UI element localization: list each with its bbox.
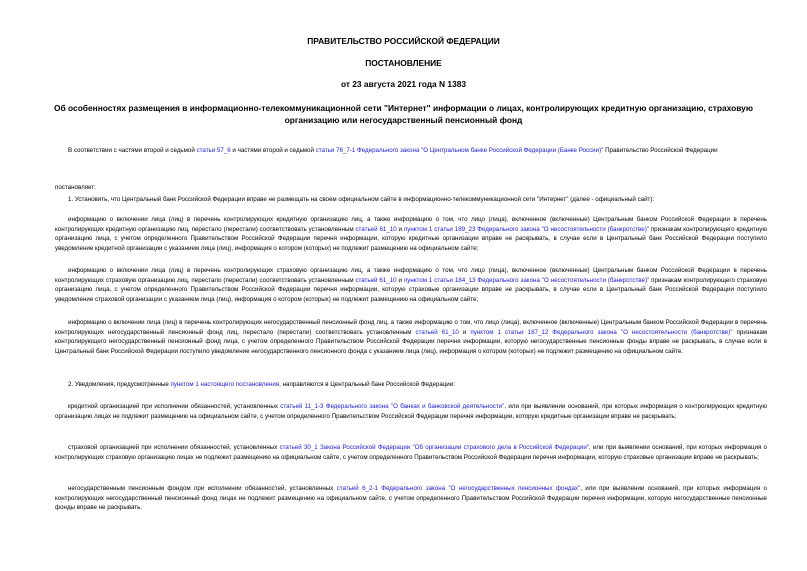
preamble-text: Правительство Российской Федерации [603,147,718,154]
paragraph-text: страховой организацией при исполнении обязанностей, установленных [68,444,280,451]
paragraph-text: , или при выявлении оснований, при которых информация о контролирующих кредитную организацию лицах не подлежит размещению на официальном сайте, с учетом определенного Правительством Российской Федерации перечня информации, которую кредитные организации вправе не раскрывать; [55,403,767,420]
paragraph-text: 2. Уведомления, предусмотренные [68,381,171,388]
credit-org-paragraph [55,215,767,254]
link-article-61-10[interactable]: статьей 61_10 [355,276,397,284]
paragraph-text: информацию о включении лица (лиц) в перечень контролирующих негосударственный пенсионный фонд лиц, а также информацию о том, что лицо (лица), включенное (включенные) Центральным банком Российской Федерации в перечень контролирующих негосударственный пенсионный фонд лиц, перестало (перестали) соответствовать установленным [55,319,767,336]
preamble-text: и частями второй и седьмой [230,147,316,154]
paragraph-text: признакам контролирующего страховую организацию лица, с учетом определенного Правительством Российской Федерации перечня информации, которую страховые организации вправе не раскрывать, в случае если в Центральный банк Российской Федерации поступило уведомление страховой организации с указанием лица (лиц), информация о котором (которых) не подлежит размещению на официальном сайте; [55,276,767,304]
link-article-30-1[interactable]: статьей 30_1 Закона Российской Федерации "Об организации страхового дела в Российской Федерации" [279,444,589,451]
item-1-paragraph: 1. Установить, что Центральный банк Российской Федерации вправе не размещать на своем официальном сайте в информационно-телекоммуникационной сети "Интернет" (далее - официальный сайт): [68,196,655,203]
link-article-11-1-3[interactable]: статьей 11_1-3 Федерального закона "О банках и банковской деятельности" [280,403,505,410]
paragraph-text: информацию о включении лица (лиц) в перечень контролирующих страховую организацию лиц, а также информацию о том, что лицо (лица), включенное (включенные) Центральным банком Российской Федерации в перечень контролирующих страховую организацию лиц, перестало (перестали) соответствовать установленным [55,267,767,284]
item-2-paragraph [55,380,767,390]
link-article-6-2-1[interactable]: статьей 6_2-1 Федерального закона "О негосударственных пенсионных фондах" [336,485,581,492]
preamble-text: В соответствии с частями второй и седьмой [68,147,197,154]
paragraph-text: информацию о включении лица (лиц) в перечень контролирующих кредитную организацию лиц, а также информацию о том, что лицо (лица), включенное (включенные) Центральным банком Российской Федерации в перечень контролирующих кредитную организацию лиц, перестало (перестали) соответствовать установленным [55,216,767,233]
pension-fund-paragraph [55,318,767,357]
document-date-number: от 23 августа 2021 года N 1383 [340,79,467,89]
paragraph-text: , направляются в Центральный банк Российской Федерации: [279,381,455,388]
paragraph-text: и [458,328,471,336]
link-article-189-23[interactable]: пунктом 1 статьи 189_23 Федерального закона "О несостоятельности (банкротстве)" [403,225,649,233]
notice-credit-paragraph [55,402,767,421]
link-article-187-12[interactable]: пунктом 1 статьи 187_12 Федерального закона "О несостоятельности (банкротстве)" [470,328,733,336]
link-item-1[interactable]: пунктом 1 настоящего постановления [170,381,280,388]
paragraph-text: признакам контролирующего кредитную организацию лица, с учетом определенного Правительством Российской Федерации перечня информации, которую кредитные организации вправе не раскрывать, в случае если в Центральный банк Российской Федерации поступило уведомление кредитной организации с указанием лица (лиц), информация о котором (которых) не подлежит размещению на официальном сайте; [55,225,767,253]
link-article-57-6[interactable]: статьи 57_6 [196,147,231,154]
document-type: ПОСТАНОВЛЕНИЕ [365,58,442,68]
notice-pension-paragraph [55,484,767,513]
notice-insurance-paragraph [55,443,767,462]
paragraph-text: , или при выявлении оснований, при которых информация о контролирующих страховую организацию лицах не подлежит размещению на официальном сайте, с учетом определенного Правительством Российской Федерации перечня информации, которую страховые организации вправе не раскрывать; [55,444,767,461]
preamble-paragraph [55,146,767,156]
insurance-org-paragraph [55,266,767,305]
paragraph-text: негосударственным пенсионным фондом при исполнении обязанностей, установленных [68,485,337,492]
paragraph-text: , или при выявлении оснований, при которых информация о контролирующих негосударственный пенсионный фонд лицах не подлежит размещению на официальном сайте, с учетом определенного Правительством Российской Федерации перечня информации, которую негосударственные пенсионные фонды вправе не раскрывать. [55,485,767,512]
link-article-61-10[interactable]: статьей 61_10 [355,225,397,233]
paragraph-text: и [396,276,404,284]
government-heading: ПРАВИТЕЛЬСТВО РОССИЙСКОЙ ФЕДЕРАЦИИ [307,36,500,46]
link-article-76-7-1[interactable]: статьи 76_7-1 Федерального закона "О Центральном банке Российской Федерации (Банке России)" [315,147,604,154]
paragraph-text: и [396,225,404,233]
paragraph-text: кредитной организацией при исполнении обязанностей, установленных [68,403,281,410]
link-article-61-10[interactable]: статьей 61_10 [415,328,459,336]
document-title: Об особенностях размещения в информационно-телекоммуникационной сети "Интернет" информации о лицах, контролирующих кредитную организацию, страховую организацию или негосударственный пенсионный фонд [54,103,753,125]
link-article-184-13[interactable]: пунктом 1 статьи 184_13 Федерального закона "О несостоятельности (банкротстве)" [403,276,650,284]
paragraph-text: признакам контролирующего негосударственный пенсионный фонд лица, с учетом определенного Правительством Российской Федерации перечня информации, которую негосударственные пенсионные фонды вправе не раскрывать, в случае если в Центральный банк Российской Федерации поступило уведомление негосударственного пенсионного фонда с указанием лица (лиц), информация о котором (которых) не подлежит размещению на официальном сайте. [55,328,768,356]
decides-text: постановляет: [55,184,96,191]
